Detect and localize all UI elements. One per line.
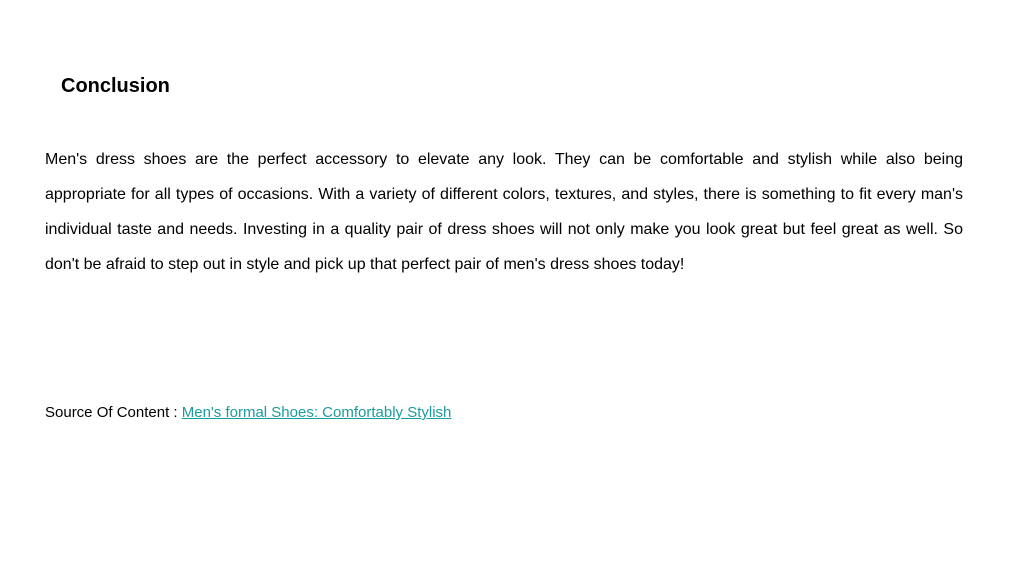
section-heading: Conclusion [61,75,170,97]
source-line [45,403,451,423]
conclusion-paragraph: Men's dress shoes are the perfect accessory to elevate any look. They can be comfortable and stylish while also being appropriate for all types of occasions. With a variety of different colors, textures, and styles, there is something to fit every man's individual taste and needs. Investing in a quality pair of dress shoes will not only make you look great but feel great as well. So don't be afraid to step out in style and pick up that perfect pair of men's dress shoes today! [45,151,963,273]
source-label: Source Of Content : [45,404,182,421]
source-link[interactable]: Men's formal Shoes: Comfortably Stylish [181,404,452,421]
